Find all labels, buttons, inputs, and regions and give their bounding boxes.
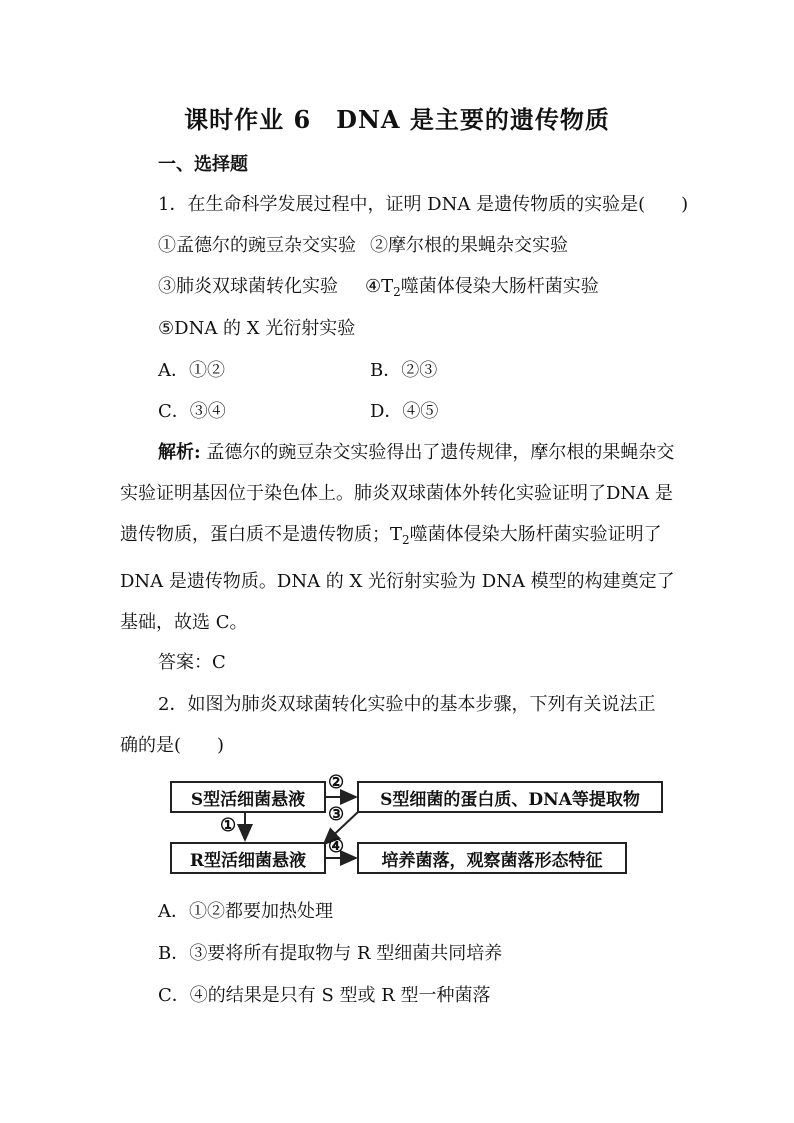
q1-item-1: ①孟德尔的豌豆杂交实验 bbox=[158, 235, 356, 256]
q1-option-b: B．②③ bbox=[370, 360, 438, 381]
page-title: 课时作业 6 DNA 是主要的遗传物质 bbox=[184, 105, 610, 134]
q2-option-a: A．①②都要加热处理 bbox=[158, 901, 333, 922]
q1-option-d: D．④⑤ bbox=[370, 401, 439, 422]
q1-item-3: ③肺炎双球菌转化实验 bbox=[158, 276, 338, 297]
q2-option-b: B．③要将所有提取物与 R 型细菌共同培养 bbox=[158, 943, 503, 964]
section-heading: 一、选择题 bbox=[158, 154, 248, 175]
box-s-live-suspension: S型活细菌悬液 bbox=[170, 781, 326, 813]
q2-stem-line2: 确的是( ) bbox=[120, 735, 225, 756]
box-r-live-suspension: R型活细菌悬液 bbox=[170, 842, 326, 874]
analysis-label: 解析: bbox=[158, 442, 201, 463]
q1-analysis: 解析: 孟德尔的豌豆杂交实验得出了遗传规律，摩尔根的果蝇杂交实验证明基因位于染色体上。肺炎双球菌体外转化实验证明了DNA 是遗传物质，蛋白质不是遗传物质；$T_2$噬菌体侵染大肠杆菌实验证明了 DNA 是遗传物质。DNA 的 X 光衍射实验为 DNA 模型的构建奠定了基础，故选 C。 bbox=[120, 442, 675, 633]
box-culture-observe: 培养菌落，观察菌落形态特征 bbox=[357, 842, 627, 874]
q2-option-c: C．④的结果是只有 S 型或 R 型一种菌落 bbox=[158, 985, 491, 1006]
label-step-2: ② bbox=[328, 772, 345, 793]
q1-answer: 答案：C bbox=[158, 652, 226, 673]
q2-stem-line1: 2．如图为肺炎双球菌转化实验中的基本步骤，下列有关说法正 bbox=[158, 694, 656, 715]
q1-stem: 1．在生命科学发展过程中，证明 DNA 是遗传物质的实验是( ) bbox=[158, 194, 689, 215]
q1-option-c: C．③④ bbox=[158, 401, 226, 422]
q1-option-a: A．①② bbox=[158, 360, 225, 381]
label-step-4: ④ bbox=[328, 836, 345, 857]
q1-item-2: ②摩尔根的果蝇杂交实验 bbox=[370, 235, 568, 256]
q1-item-5: ⑤DNA 的 X 光衍射实验 bbox=[158, 318, 356, 339]
label-step-3: ③ bbox=[328, 804, 345, 825]
q1-item-4: $④T_2$噬菌体侵染大肠杆菌实验 bbox=[365, 276, 599, 299]
box-s-extract: S型细菌的蛋白质、DNA等提取物 bbox=[357, 781, 663, 813]
label-step-1: ① bbox=[220, 815, 237, 836]
